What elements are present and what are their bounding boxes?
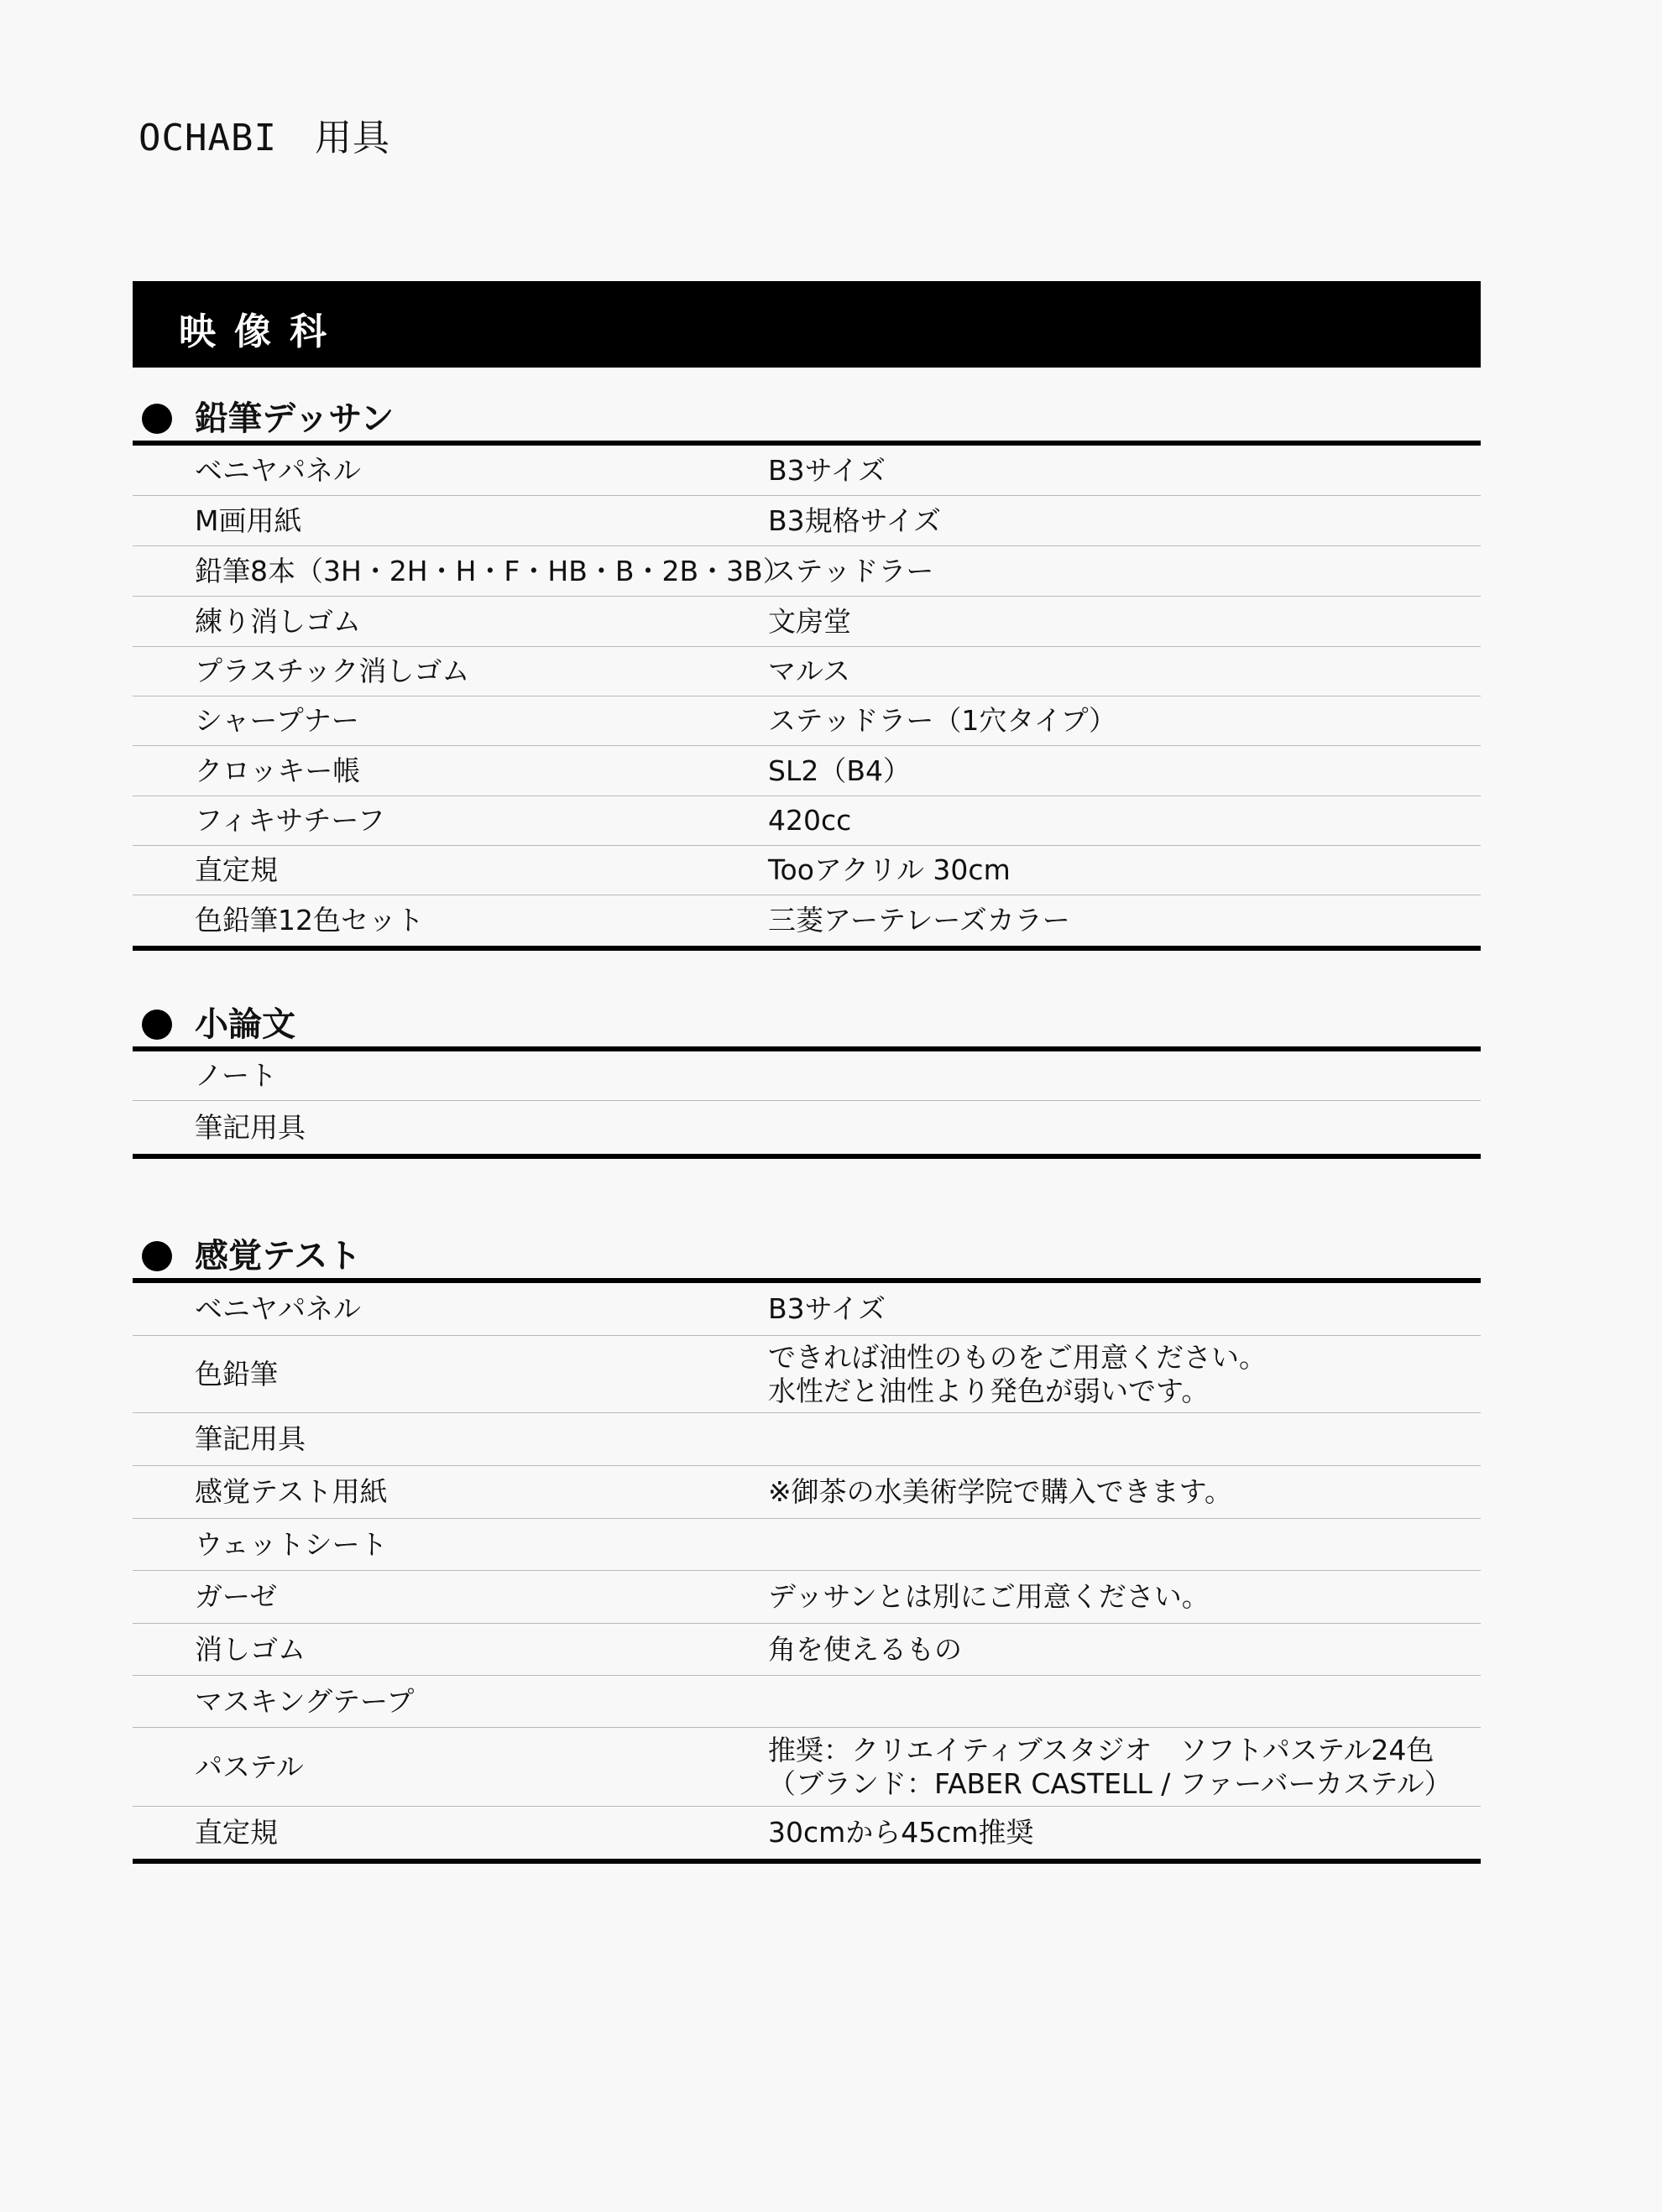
item-name: 直定規 [195, 853, 278, 886]
section-title: 鉛筆デッサン [195, 399, 395, 438]
item-name: パステル [195, 1750, 304, 1783]
item-note [768, 1283, 886, 1335]
item-name: クロッキー帳 [195, 754, 361, 787]
item-note [768, 446, 886, 495]
item-name: 感覚テスト用紙 [195, 1475, 388, 1508]
item-note-line: SL2（B4） [768, 754, 911, 787]
item-table [133, 1283, 1481, 1864]
table-row [133, 546, 1481, 597]
table-row [133, 1676, 1481, 1728]
department-title: 映像科 [179, 310, 345, 353]
section-title: 小論文 [195, 1005, 295, 1044]
item-name: プラスチック消しゴム [195, 655, 470, 687]
table-row [133, 895, 1481, 946]
item-note [768, 647, 850, 696]
table-row [133, 696, 1481, 746]
item-name: 練り消しゴム [195, 604, 361, 638]
table-row [133, 1571, 1481, 1624]
table-row [133, 647, 1481, 696]
table-row [133, 746, 1481, 796]
item-name: ガーゼ [195, 1580, 278, 1613]
item-name: シャープナー [195, 704, 359, 737]
item-name: 色鉛筆12色セット [195, 904, 424, 936]
item-note-line: B3サイズ [768, 1292, 886, 1325]
item-table [133, 1051, 1481, 1159]
table-row [133, 1413, 1481, 1466]
item-note-line: 水性だと油性より発色が弱いです。 [768, 1374, 1210, 1407]
item-note [768, 696, 1116, 745]
item-name: ノート [195, 1059, 278, 1092]
item-note-line: ※御茶の水美術学院で購入できます。 [768, 1475, 1233, 1508]
table-row [133, 796, 1481, 846]
table-row [133, 1283, 1481, 1336]
table-row [133, 1466, 1481, 1519]
item-name: 消しゴム [195, 1632, 306, 1666]
item-name: ウェットシート [195, 1527, 388, 1561]
table-row [133, 1624, 1481, 1676]
item-name: 色鉛筆 [195, 1357, 278, 1390]
table-row [133, 1807, 1481, 1859]
item-name: マスキングテープ [195, 1684, 415, 1718]
item-note-line: B3規格サイズ [768, 503, 941, 537]
item-note-line: 推奨：クリエイティブスタジオ ソフトパステル24色 [768, 1733, 1435, 1766]
document-title: OCHABI 用具 [138, 117, 390, 159]
section-header [133, 1004, 1481, 1051]
section-header [133, 1236, 1481, 1283]
item-note-line: （ブランド：FABER CASTELL / ファーバーカステル） [768, 1766, 1452, 1800]
item-note [768, 1807, 1034, 1859]
item-note-line: B3サイズ [768, 453, 886, 487]
item-name: ベニヤパネル [195, 1292, 361, 1325]
item-note [768, 846, 1011, 895]
item-note-line: マルス [768, 655, 851, 687]
item-note [768, 1624, 962, 1675]
bullet-icon [142, 1241, 172, 1271]
item-name: フィキサチーフ [195, 804, 385, 837]
item-note-line: Tooアクリル 30cm [768, 853, 1011, 886]
item-note [768, 1336, 1267, 1412]
section-title: 感覚テスト [195, 1237, 362, 1276]
item-note-line: デッサンとは別にご用意ください。 [768, 1580, 1210, 1613]
item-note [768, 746, 911, 796]
section-essay [133, 1004, 1481, 1159]
item-note [768, 496, 941, 545]
item-note-line: できれば油性のものをご用意ください。 [768, 1340, 1267, 1374]
item-note [768, 1728, 1452, 1806]
department-banner [133, 281, 1481, 368]
item-note-line: ステッドラー（1穴タイプ） [768, 704, 1117, 737]
table-row [133, 846, 1481, 895]
item-note [768, 546, 933, 596]
section-sensory-test [133, 1236, 1481, 1864]
table-row [133, 1519, 1481, 1571]
item-note-line: 三菱アーテレーズカラー [768, 904, 1070, 936]
item-note [768, 895, 1070, 946]
item-note-line: 30cmから45cm推奨 [768, 1816, 1034, 1849]
table-row [133, 1728, 1481, 1807]
item-note-line: 420cc [768, 804, 852, 837]
item-name: 筆記用具 [195, 1422, 306, 1455]
section-pencil-drawing [133, 399, 1481, 951]
item-name: M画用紙 [195, 503, 302, 537]
item-note [768, 1466, 1232, 1518]
bullet-icon [142, 1009, 172, 1040]
item-note [768, 1571, 1210, 1623]
table-row [133, 446, 1481, 496]
item-name: 鉛筆8本（3H・2H・H・F・HB・B・2B・3B） [195, 554, 791, 587]
item-note [768, 796, 851, 845]
item-name: 筆記用具 [195, 1110, 306, 1144]
table-row [133, 1051, 1481, 1101]
item-note-line: 文房堂 [768, 604, 851, 638]
table-row [133, 1101, 1481, 1154]
table-row [133, 597, 1481, 647]
section-header [133, 399, 1481, 446]
item-name: 直定規 [195, 1816, 278, 1849]
item-note [768, 597, 851, 646]
item-note-line: 角を使えるもの [768, 1632, 962, 1666]
table-row [133, 496, 1481, 546]
table-row [133, 1336, 1481, 1413]
bullet-icon [142, 404, 172, 434]
item-table [133, 446, 1481, 951]
item-note-line: ステッドラー [768, 554, 934, 587]
item-name: ベニヤパネル [195, 453, 361, 487]
